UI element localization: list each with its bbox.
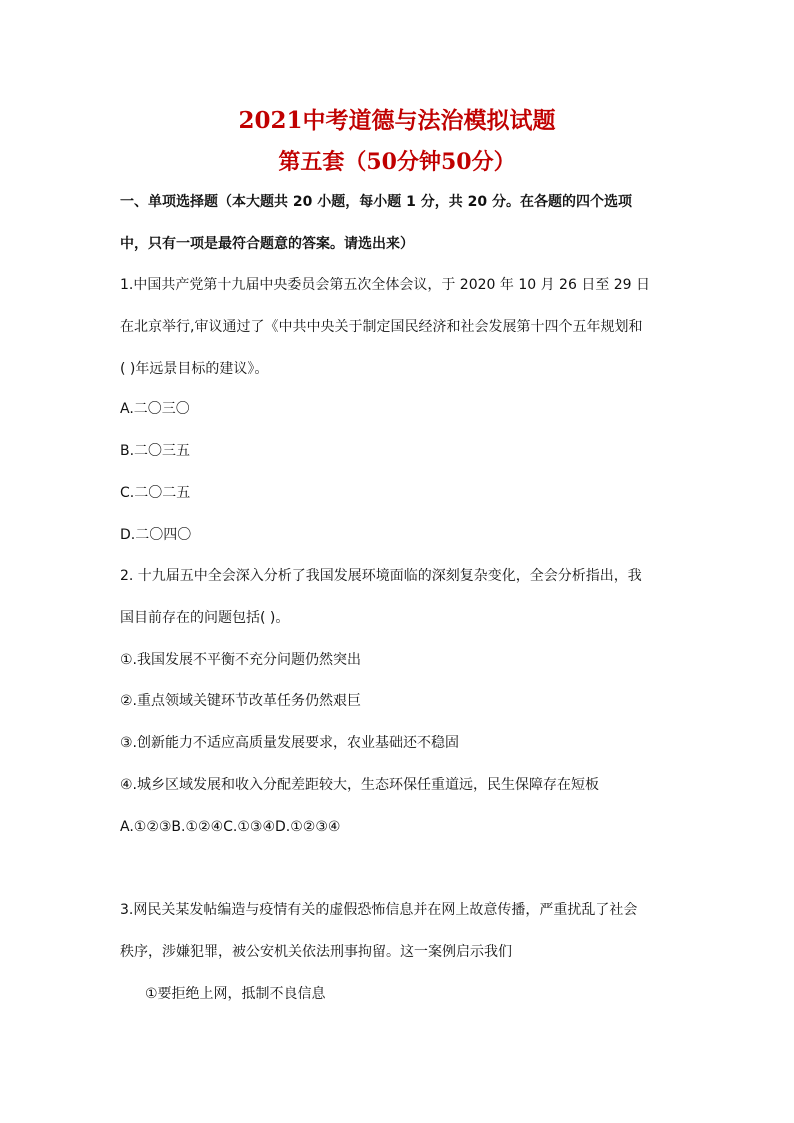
question-2-item-4: ④.城乡区域发展和收入分配差距较大，生态环保任重道远，民生保障存在短板 [120, 777, 599, 793]
section-heading-line-1: 一、单项选择题（本大题共 20 小题，每小题 1 分，共 20 分。在各题的四个选项 [120, 194, 632, 210]
question-2-answer-choices: A.①②③B.①②④C.①③④D.①②③④ [120, 819, 341, 835]
document-title: 2021中考道德与法治模拟试题 [238, 107, 556, 134]
question-1-option-d: D.二〇四〇 [120, 527, 192, 543]
question-3-item-1: ①要拒绝上网，抵制不良信息 [145, 986, 326, 1002]
question-2-stem-line-2: 国目前存在的问题包括( )。 [120, 610, 290, 626]
question-2-item-2: ②.重点领域关键环节改革任务仍然艰巨 [120, 693, 361, 709]
question-1-option-b: B.二〇三五 [120, 443, 191, 459]
question-2-item-1: ①.我国发展不平衡不充分问题仍然突出 [120, 652, 361, 668]
question-3-stem-line-1: 3.网民关某发帖编造与疫情有关的虚假恐怖信息并在网上故意传播，严重扰乱了社会 [120, 902, 638, 918]
question-1-stem-line-1: 1.中国共产党第十九届中央委员会第五次全体会议，于 2020 年 10 月 26 日至 29 日 [120, 277, 651, 293]
question-1-option-a: A.二〇三〇 [120, 401, 190, 417]
question-1-stem-line-3: ( )年远景目标的建议》。 [120, 361, 269, 377]
question-3-stem-line-2: 秩序，涉嫌犯罪，被公安机关依法刑事拘留。这一案例启示我们 [120, 944, 512, 960]
document-subtitle: 第五套（50分钟50分） [278, 149, 516, 175]
question-1-stem-line-2: 在北京举行,审议通过了《中共中央关于制定国民经济和社会发展第十四个五年规划和 [120, 319, 643, 335]
question-1-option-c: C.二〇二五 [120, 485, 191, 501]
question-2-item-3: ③.创新能力不适应高质量发展要求，农业基础还不稳固 [120, 735, 459, 751]
question-2-stem-line-1: 2. 十九届五中全会深入分析了我国发展环境面临的深刻复杂变化，全会分析指出，我 [120, 568, 642, 584]
section-heading-line-2: 中，只有一项是最符合题意的答案。请选出来） [120, 236, 414, 252]
